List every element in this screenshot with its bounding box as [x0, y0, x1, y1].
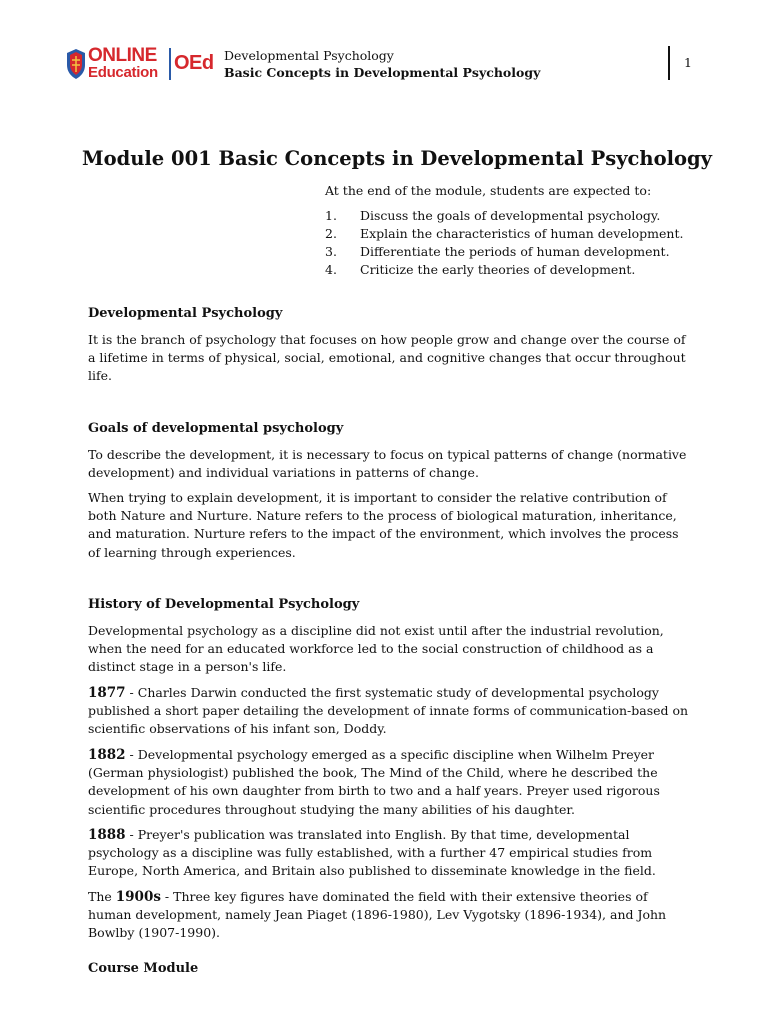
year-label: 1888: [88, 827, 126, 843]
list-item: 3. Differentiate the periods of human development.: [325, 244, 670, 259]
paragraph: It is the branch of psychology that focuses on how people grow and change over the course of a lifetime in terms of physical, social, emotional, and cognitive changes that occur throughout life.: [88, 332, 686, 384]
history-1900s: [88, 888, 692, 943]
logo-oed-text: OEd: [174, 52, 214, 74]
section-body: [88, 489, 692, 562]
online-education-logo: [66, 46, 220, 84]
history-1882: [88, 746, 692, 819]
page-title: Module 001 Basic Concepts in Developmental Psychology: [82, 147, 712, 170]
paragraph: 1882 - Developmental psychology emerged as a specific discipline when Wilhelm Preyer (German physiologist) published the book, The Mind of the Child, where he described the development of his own daughter from birth to two and a half years. Preyer used rigorous scientific procedures throughout studying the many abilities of his daughter.: [88, 747, 660, 817]
module-subtitle: Basic Concepts in Developmental Psychology: [224, 65, 541, 80]
footer-label: Course Module: [88, 961, 199, 976]
paragraph: Developmental psychology as a discipline did not exist until after the industrial revolution, when the need for an educated workforce led to the social construction of childhood as a distinct stage in a person's life.: [88, 623, 664, 675]
history-1877: [88, 684, 692, 739]
section-goals: [88, 420, 692, 438]
paragraph: 1877 - Charles Darwin conducted the first systematic study of developmental psychology published a short paper detailing the development of innate forms of communication-based on scientific observations of his infant son, Doddy.: [88, 685, 689, 737]
paragraph: 1888 - Preyer's publication was translated into English. By that time, developmental psychology as a discipline was fully established, with a further 47 empirical studies from Europe, North America, and Britain also published to disseminate knowledge in the field.: [88, 827, 656, 879]
section-body: [88, 446, 692, 482]
objectives-list: [325, 207, 683, 279]
history-1888: [88, 826, 692, 881]
header-divider: [668, 46, 670, 80]
section-body: [88, 331, 692, 386]
logo-divider: [169, 48, 171, 80]
section-heading: Developmental Psychology: [88, 306, 283, 321]
footer: [88, 960, 692, 978]
list-item: 4. Criticize the early theories of development.: [325, 262, 636, 277]
year-label: 1877: [88, 685, 126, 701]
year-label: 1882: [88, 747, 126, 763]
paragraph: To describe the development, it is necessary to focus on typical patterns of change (normative development) and individual variations in patterns of change.: [88, 447, 687, 481]
section-history: [88, 596, 692, 614]
paragraph: When trying to explain development, it is important to consider the relative contribution of both Nature and Nurture. Nature refers to the process of biological maturation, inheritance, and maturation. Nurture refers to the impact of the environment, which involves the process of learning through experiences.: [88, 490, 679, 560]
list-item: 1. Discuss the goals of developmental psychology.: [325, 208, 661, 223]
section-heading: Goals of developmental psychology: [88, 421, 344, 436]
section-developmental-psychology: [88, 305, 692, 323]
year-label: 1900s: [115, 889, 161, 905]
section-heading: History of Developmental Psychology: [88, 597, 360, 612]
page-number: 1: [684, 55, 692, 70]
section-body: [88, 622, 692, 677]
logo-education-text: Education: [88, 64, 158, 81]
crest-icon: [66, 48, 86, 80]
objectives-intro: At the end of the module, students are expected to:: [325, 183, 652, 198]
list-item: 2. Explain the characteristics of human development.: [325, 226, 684, 241]
course-name: Developmental Psychology: [224, 48, 394, 63]
logo-online-text: ONLINE: [88, 45, 157, 66]
paragraph: The 1900s - Three key figures have dominated the field with their extensive theories of human development, namely Jean Piaget (1896-1980), Lev Vygotsky (1896-1934), and John Bowlby (1907-1990).: [88, 889, 667, 941]
